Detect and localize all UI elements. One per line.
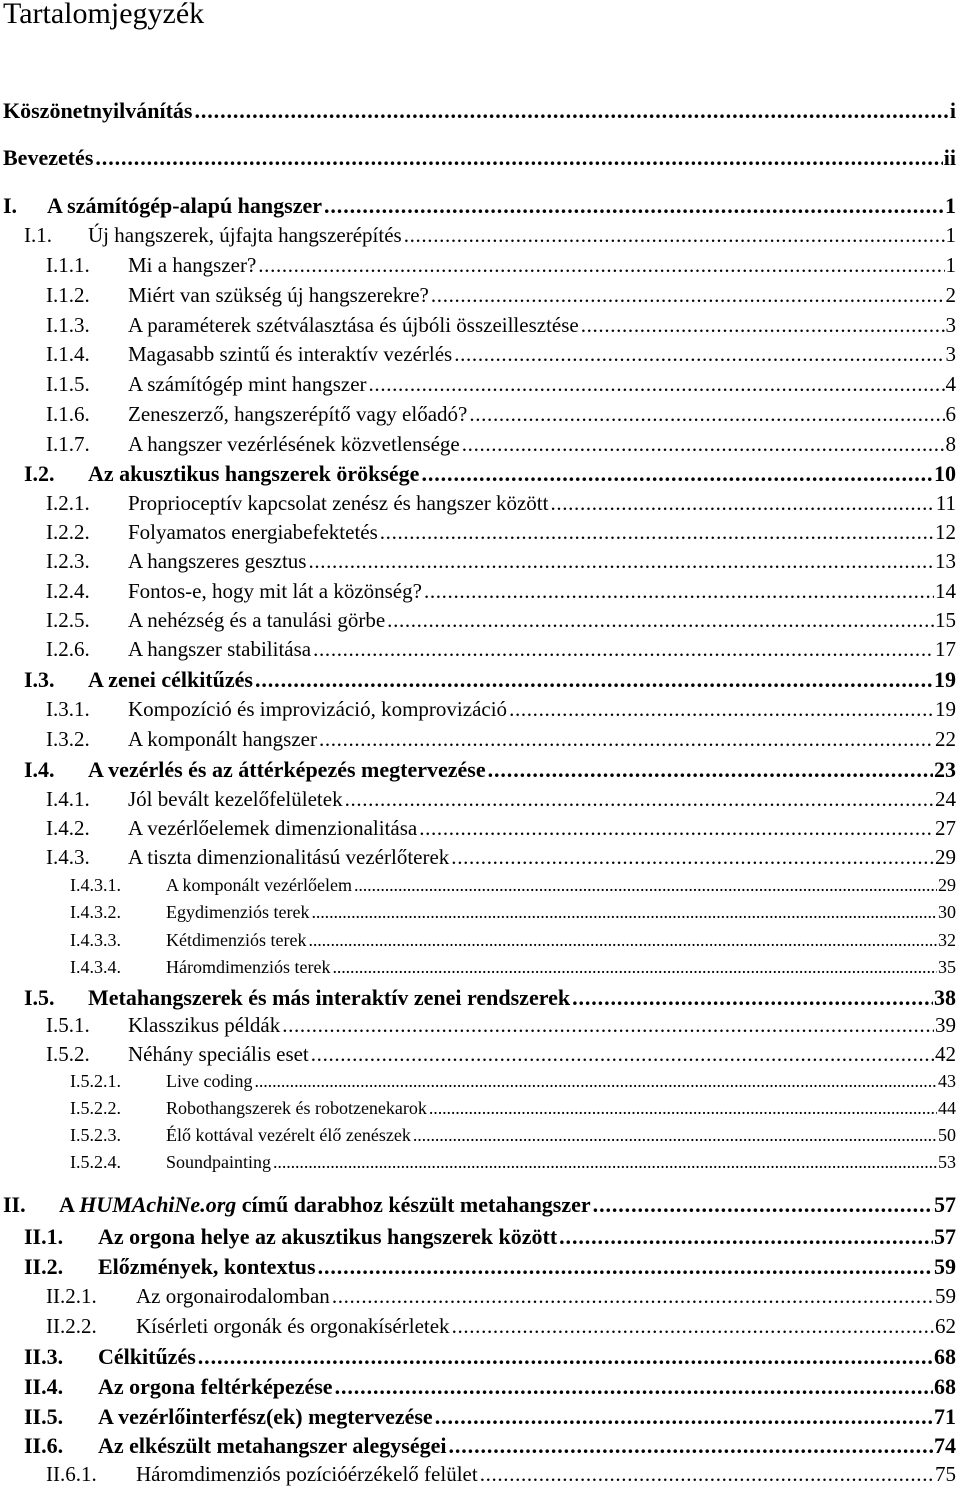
toc-leader-dots [451, 845, 934, 870]
toc-entry-title: Háromdimenziós terek [166, 957, 331, 977]
toc-entry-page: 11 [935, 491, 956, 515]
toc-entry-page: 17 [935, 637, 956, 661]
toc-entry-number: II.6. [24, 1433, 64, 1458]
toc-leader-dots [95, 145, 942, 171]
toc-entry[interactable] [46, 342, 956, 367]
toc-entry[interactable] [24, 1224, 956, 1250]
toc-leader-dots [452, 1314, 934, 1339]
toc-entry-title: Live coding [166, 1071, 253, 1091]
toc-entry[interactable] [46, 1013, 956, 1038]
toc-leader-dots [319, 727, 934, 752]
toc-entry-number: I.1.1. [46, 253, 90, 277]
toc-entry-number: I.4.3.2. [70, 902, 121, 922]
toc-leader-dots [255, 667, 933, 693]
toc-entry[interactable] [70, 875, 956, 896]
toc-entry-number: I.2.3. [46, 549, 90, 573]
page-title: Tartalomjegyzék [3, 0, 205, 30]
toc-entry-page: 1 [945, 223, 956, 247]
toc-entry-number: I.2.5. [46, 608, 90, 632]
toc-entry-number: II.2.1. [46, 1284, 97, 1308]
toc-entry-page: 71 [934, 1404, 956, 1429]
toc-entry-page: 74 [934, 1433, 956, 1458]
toc-entry-page: 3 [945, 342, 956, 366]
toc-entry[interactable] [46, 313, 956, 338]
toc-entry[interactable] [46, 549, 956, 574]
toc-entry-title: Egydimenziós terek [166, 902, 310, 922]
toc-entry[interactable] [3, 145, 956, 171]
toc-entry-title: Háromdimenziós pozícióérzékelő felület [136, 1462, 478, 1486]
toc-entry[interactable] [46, 1042, 956, 1067]
toc-entry-title-part: A [59, 1192, 80, 1217]
toc-entry-page: 19 [935, 697, 956, 721]
toc-entry[interactable] [46, 579, 956, 604]
toc-leader-dots [419, 816, 934, 841]
toc-entry[interactable] [46, 253, 956, 278]
toc-entry[interactable] [46, 432, 956, 457]
toc-entry[interactable] [46, 608, 956, 633]
toc-entry-title: A vezérlőelemek dimenzionalitása [128, 816, 418, 840]
toc-entry-page: 10 [934, 461, 956, 486]
toc-entry-title: A számítógép-alapú hangszer [47, 193, 322, 218]
toc-entry-number: I.2. [24, 461, 55, 486]
toc-entry-title: Zeneszerző, hangszerépítő vagy előadó? [128, 402, 468, 426]
toc-leader-dots [559, 1224, 933, 1250]
toc-entry[interactable] [46, 402, 956, 427]
toc-leader-dots [469, 402, 944, 427]
toc-entry-title: A tiszta dimenzionalitású vezérlőterek [128, 845, 450, 869]
toc-entry[interactable] [46, 491, 956, 516]
toc-leader-dots [318, 1254, 933, 1280]
toc-leader-dots [454, 342, 944, 367]
toc-leader-dots [354, 875, 937, 896]
toc-entry-page: 19 [934, 667, 956, 692]
toc-entry-page: i [949, 98, 956, 123]
toc-leader-dots [345, 787, 934, 812]
toc-entry[interactable] [24, 667, 956, 693]
toc-entry[interactable] [46, 520, 956, 545]
toc-entry[interactable] [46, 697, 956, 722]
toc-entry-number: I.2.2. [46, 520, 90, 544]
toc-entry-number: I.1.3. [46, 313, 90, 337]
toc-entry[interactable] [24, 1344, 956, 1370]
toc-entry-title: Az elkészült metahangszer alegységei [98, 1433, 447, 1458]
toc-entry-number: I.1.6. [46, 402, 90, 426]
toc-entry-title: A számítógép mint hangszer [128, 372, 367, 396]
toc-leader-dots [387, 608, 934, 633]
toc-entry[interactable] [3, 193, 956, 219]
toc-entry-title: Az orgona helye az akusztikus hangszerek között [98, 1224, 558, 1249]
toc-entry-number: I.4. [24, 757, 55, 782]
toc-entry-title: Kompozíció és improvizáció, komprovizáció [128, 697, 508, 721]
toc-entry[interactable] [70, 930, 956, 951]
toc-entry-page: 39 [935, 1013, 956, 1037]
toc-entry-number: I.5.2.1. [70, 1071, 121, 1091]
toc-entry-title: A zenei célkitűzés [88, 667, 253, 692]
toc-entry-number: I.2.1. [46, 491, 90, 515]
toc-entry-title: Klasszikus példák [128, 1013, 281, 1037]
toc-entry-title: Új hangszerek, újfajta hangszerépítés [88, 223, 402, 247]
toc-entry-title: Élő kottával vezérelt élő zenészek [166, 1125, 411, 1145]
toc-entry-page: 44 [938, 1098, 956, 1118]
toc-entry-page: 57 [934, 1224, 956, 1249]
toc-leader-dots [581, 313, 945, 338]
toc-leader-dots [380, 520, 934, 545]
toc-entry-page: 29 [935, 845, 956, 869]
toc-leader-dots [335, 1374, 933, 1400]
toc-entry-number: I.1. [24, 223, 52, 247]
toc-entry[interactable] [3, 98, 956, 124]
toc-leader-dots [480, 1462, 934, 1487]
toc-entry-title: A komponált vezérlőelem [166, 875, 352, 895]
toc-entry-title: Az akusztikus hangszerek öröksége [88, 461, 420, 486]
toc-leader-dots [313, 637, 934, 662]
toc-entry-title: Az orgona feltérképezése [98, 1374, 333, 1399]
toc-entry-title: A vezérlőinterfész(ek) megtervezése [98, 1404, 433, 1429]
toc-entry-number: I.4.3.3. [70, 930, 121, 950]
toc-entry-page: 15 [935, 608, 956, 632]
toc-entry-page: 53 [938, 1152, 956, 1172]
toc-entry[interactable] [3, 1192, 956, 1218]
toc-entry[interactable] [46, 283, 956, 308]
toc-entry-title: Magasabb szintű és interaktív vezérlés [128, 342, 453, 366]
toc-entry-page: 59 [935, 1284, 956, 1308]
toc-entry-title: A hangszeres gesztus [128, 549, 307, 573]
toc-entry-number: I.1.4. [46, 342, 90, 366]
toc-entry-number: I.2.4. [46, 579, 90, 603]
toc-entry-number: I.5.2. [46, 1042, 90, 1066]
toc-leader-dots [429, 1098, 937, 1119]
toc-entry[interactable] [46, 1462, 956, 1487]
toc-entry-page: 68 [934, 1374, 956, 1399]
toc-entry-title: A komponált hangszer [128, 727, 317, 751]
toc-entry-title: Kétdimenziós terek [166, 930, 307, 950]
toc-entry-number: I.4.3. [46, 845, 90, 869]
toc-entry[interactable] [70, 1125, 956, 1146]
toc-entry[interactable] [70, 1071, 956, 1092]
toc-entry-title: Az orgonairodalomban [136, 1284, 330, 1308]
toc-leader-dots [462, 432, 945, 457]
toc-entry[interactable] [24, 985, 956, 1011]
toc-entry-number: II.2.2. [46, 1314, 97, 1338]
toc-entry-title: Robothangszerek és robotzenekarok [166, 1098, 427, 1118]
toc-leader-dots [258, 253, 944, 278]
toc-entry-number: I.5.2.2. [70, 1098, 121, 1118]
toc-entry-page: 62 [935, 1314, 956, 1338]
toc-leader-dots [254, 1071, 937, 1092]
toc-entry[interactable] [70, 957, 956, 978]
toc-entry-number: I.2.6. [46, 637, 90, 661]
toc-leader-dots [273, 1152, 937, 1173]
toc-entry-page: 22 [935, 727, 956, 751]
toc-entry-page: 57 [934, 1192, 956, 1217]
toc-entry[interactable] [46, 372, 956, 397]
toc-entry-number: I.5.2.4. [70, 1152, 121, 1172]
toc-entry-title: Célkitűzés [98, 1344, 196, 1369]
toc-entry[interactable] [24, 223, 956, 248]
toc-entry-number: I.5. [24, 985, 55, 1010]
toc-entry-page: 29 [938, 875, 956, 895]
toc-entry-page: 30 [938, 902, 956, 922]
toc-leader-dots [332, 957, 937, 978]
toc-leader-dots [413, 1125, 937, 1146]
toc-entry-title: Soundpainting [166, 1152, 272, 1172]
toc-entry-page: 24 [935, 787, 956, 811]
toc-entry-number: I.4.3.1. [70, 875, 121, 895]
toc-entry-number: I.4.3.4. [70, 957, 121, 977]
toc-leader-dots [198, 1344, 933, 1370]
toc-entry-number: II.3. [24, 1344, 64, 1369]
toc-entry-page: 8 [945, 432, 956, 456]
toc-entry-number: I.5.1. [46, 1013, 90, 1037]
toc-entry-title: Fontos-e, hogy mit lát a közönség? [128, 579, 422, 603]
toc-entry-title-part: című darabhoz készült metahangszer [236, 1192, 591, 1217]
toc-leader-dots [194, 98, 948, 124]
toc-entry-title [59, 1192, 591, 1218]
toc-entry-page: 13 [935, 549, 956, 573]
toc-entry-title: Mi a hangszer? [128, 253, 257, 277]
toc-entry-number: I.1.7. [46, 432, 90, 456]
toc-leader-dots [448, 1433, 933, 1459]
toc-entry-number: I. [3, 193, 18, 218]
toc-entry-title: Miért van szükség új hangszerekre? [128, 283, 429, 307]
toc-entry[interactable] [46, 845, 956, 870]
toc-entry-page: 59 [934, 1254, 956, 1279]
toc-entry-page: 12 [935, 520, 956, 544]
toc-entry-number: II.6.1. [46, 1462, 97, 1486]
toc-entry[interactable] [46, 637, 956, 662]
toc-entry-number: I.4.1. [46, 787, 90, 811]
toc-entry-number: II.4. [24, 1374, 64, 1399]
toc-entry-page: ii [943, 145, 956, 170]
toc-entry-title: Jól bevált kezelőfelületek [128, 787, 343, 811]
toc-entry-number: I.5.2.3. [70, 1125, 121, 1145]
toc-entry[interactable] [46, 816, 956, 841]
toc-entry-page: 6 [945, 402, 956, 426]
toc-entry[interactable] [24, 1374, 956, 1400]
toc-entry-page: 32 [938, 930, 956, 950]
toc-leader-dots [369, 372, 945, 397]
toc-leader-dots [311, 902, 937, 923]
toc-leader-dots [509, 697, 934, 722]
toc-entry-number: II.1. [24, 1224, 64, 1249]
toc-entry[interactable] [24, 1254, 956, 1280]
toc-leader-dots [311, 1042, 934, 1067]
toc-entry-page: 2 [945, 283, 956, 307]
toc-entry-page: 38 [934, 985, 956, 1010]
toc-entry-title-italic: HUMAchiNe.org [79, 1192, 237, 1217]
toc-entry-number: I.3.2. [46, 727, 90, 751]
toc-entry[interactable] [70, 902, 956, 923]
toc-leader-dots [572, 985, 933, 1011]
toc-entry[interactable] [70, 1098, 956, 1119]
toc-leader-dots [332, 1284, 934, 1309]
toc-entry-title: Folyamatos energiabefektetés [128, 520, 378, 544]
toc-entry[interactable] [24, 757, 956, 783]
toc-leader-dots [435, 1404, 933, 1430]
toc-leader-dots [424, 579, 934, 604]
toc-entry-title: Proprioceptív kapcsolat zenész és hangszer között [128, 491, 549, 515]
toc-leader-dots [550, 491, 934, 516]
toc-entry-title: A paraméterek szétválasztása és újbóli összeillesztése [128, 313, 579, 337]
toc-entry[interactable] [46, 1284, 956, 1309]
toc-entry-title: A nehézség és a tanulási görbe [128, 608, 386, 632]
toc-entry-number: II.2. [24, 1254, 64, 1279]
toc-entry-page: 3 [945, 313, 956, 337]
toc-entry-page: 27 [935, 816, 956, 840]
toc-entry-page: 75 [935, 1462, 956, 1486]
toc-entry-page: 4 [945, 372, 956, 396]
toc-leader-dots [431, 283, 945, 308]
toc-entry-page: 23 [934, 757, 956, 782]
toc-entry[interactable] [24, 461, 956, 487]
toc-entry-page: 14 [935, 579, 956, 603]
toc-leader-dots [308, 930, 937, 951]
toc-leader-dots [421, 461, 933, 487]
toc-entry-title: A vezérlés és az áttérképezés megtervezése [88, 757, 486, 782]
toc-entry[interactable] [24, 1404, 956, 1430]
toc-entry-page: 1 [945, 193, 956, 218]
toc-entry-number: II. [3, 1192, 26, 1217]
toc-entry-page: 43 [938, 1071, 956, 1091]
toc-leader-dots [282, 1013, 934, 1038]
toc-leader-dots [593, 1192, 933, 1218]
toc-entry-title: Bevezetés [3, 145, 94, 170]
toc-leader-dots [488, 757, 933, 783]
toc-entry-title: Metahangszerek és más interaktív zenei rendszerek [88, 985, 571, 1010]
toc-entry-number: I.1.2. [46, 283, 90, 307]
toc-entry[interactable] [46, 787, 956, 812]
toc-entry-title: A hangszer stabilitása [128, 637, 312, 661]
toc-entry-number: I.4.2. [46, 816, 90, 840]
toc-entry-title: Előzmények, kontextus [98, 1254, 316, 1279]
toc-leader-dots [324, 193, 944, 219]
toc-entry[interactable] [46, 1314, 956, 1339]
toc-entry-title: Néhány speciális eset [128, 1042, 309, 1066]
toc-entry-title: Köszönetnyilvánítás [3, 98, 193, 123]
toc-entry-number: I.1.5. [46, 372, 90, 396]
toc-entry-page: 50 [938, 1125, 956, 1145]
toc-entry-title: Kísérleti orgonák és orgonakísérletek [136, 1314, 450, 1338]
toc-entry-title: A hangszer vezérlésének közvetlensége [128, 432, 460, 456]
toc-entry-page: 42 [935, 1042, 956, 1066]
toc-entry-number: I.3.1. [46, 697, 90, 721]
toc-entry[interactable] [46, 727, 956, 752]
toc-entry[interactable] [70, 1152, 956, 1173]
toc-leader-dots [404, 223, 945, 248]
toc-entry-page: 1 [945, 253, 956, 277]
toc-entry[interactable] [24, 1433, 956, 1459]
toc-entry-page: 68 [934, 1344, 956, 1369]
toc-entry-number: II.5. [24, 1404, 64, 1429]
toc-leader-dots [308, 549, 934, 574]
toc-entry-page: 35 [938, 957, 956, 977]
toc-entry-number: I.3. [24, 667, 55, 692]
